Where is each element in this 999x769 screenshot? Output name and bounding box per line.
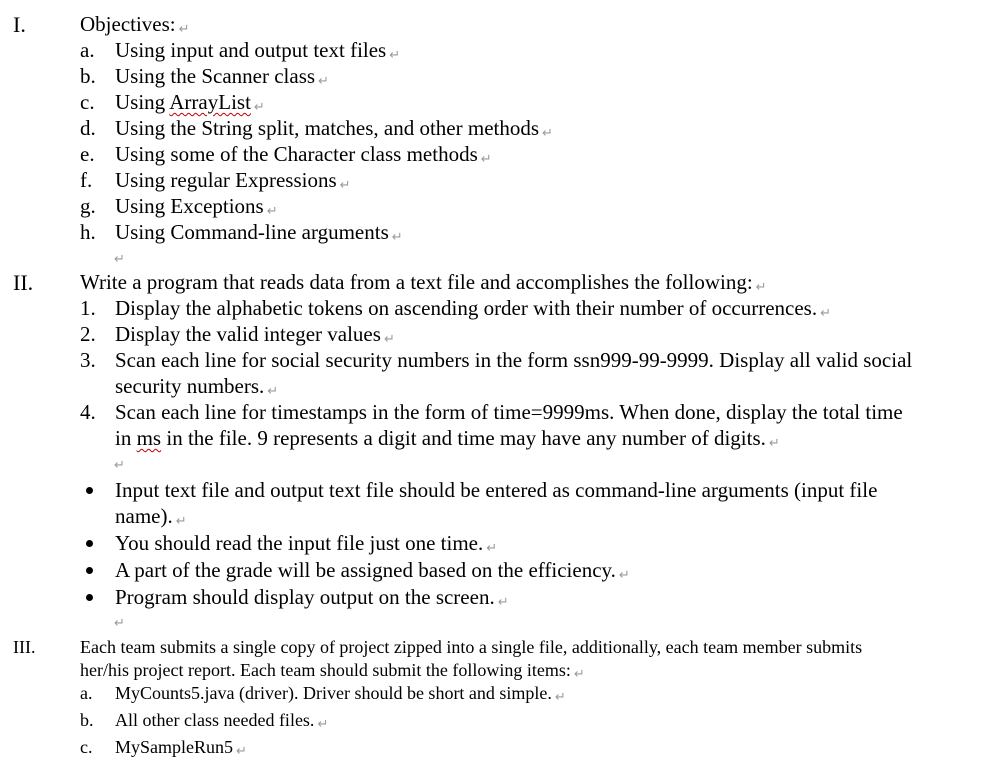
list-item: c. MySampleRun5 ↵ — [80, 737, 247, 759]
spellcheck-flagged-word[interactable]: ms — [136, 426, 162, 450]
bullet-icon — [86, 594, 93, 601]
list-item: 2. Display the valid integer values ↵ — [80, 322, 395, 347]
program-intro: Write a program that reads data from a text file and accomplishes the following: ↵ — [80, 270, 767, 295]
submission-intro-line2: her/his project report. Each team should submit the following items: ↵ — [80, 660, 585, 682]
bullet-item-continuation: name). ↵ — [115, 504, 187, 529]
list-item: 3. Scan each line for social security numbers in the form ssn999-99-9999. Display all valid social — [80, 348, 913, 372]
list-item: d. Using the String split, matches, and other methods ↵ — [80, 116, 553, 141]
section-numeral: III. — [13, 637, 36, 657]
bullet-icon — [86, 540, 93, 547]
section-numeral: II. — [13, 270, 34, 295]
list-item: c. Using ArrayList ↵ — [80, 90, 265, 115]
objectives-heading: Objectives: ↵ — [80, 12, 190, 37]
list-item: a. MyCounts5.java (driver). Driver should be short and simple. ↵ — [80, 683, 566, 705]
list-item: 1. Display the alphabetic tokens on ascending order with their number of occurrences. ↵ — [80, 296, 832, 321]
list-item: b. All other class needed files. ↵ — [80, 710, 329, 732]
list-item-continuation: security numbers. ↵ — [115, 374, 279, 399]
bullet-icon — [86, 567, 93, 574]
list-item: e. Using some of the Character class methods ↵ — [80, 142, 492, 167]
list-item: g. Using Exceptions ↵ — [80, 194, 278, 219]
list-item: 4. Scan each line for timestamps in the form of time=9999ms. When done, display the total time — [80, 400, 903, 424]
spellcheck-flagged-word[interactable]: ArrayList — [169, 90, 251, 114]
list-item: a. Using input and output text files ↵ — [80, 38, 401, 63]
empty-paragraph-mark: ↵ — [114, 458, 125, 473]
bullet-icon — [86, 487, 93, 494]
list-item-continuation: in ms in the file. 9 represents a digit and time may have any number of digits. ↵ — [115, 426, 780, 451]
list-item: b. Using the Scanner class ↵ — [80, 64, 329, 89]
paragraph-mark: ↵ — [178, 22, 190, 37]
list-item: f. Using regular Expressions ↵ — [80, 168, 351, 193]
list-item: h. Using Command-line arguments ↵ — [80, 220, 403, 245]
empty-paragraph-mark: ↵ — [114, 252, 125, 267]
empty-paragraph-mark: ↵ — [114, 616, 125, 631]
submission-intro-line1: Each team submits a single copy of project zipped into a single file, additionally, each team member submits — [80, 637, 863, 657]
section-numeral: I. — [13, 12, 26, 37]
